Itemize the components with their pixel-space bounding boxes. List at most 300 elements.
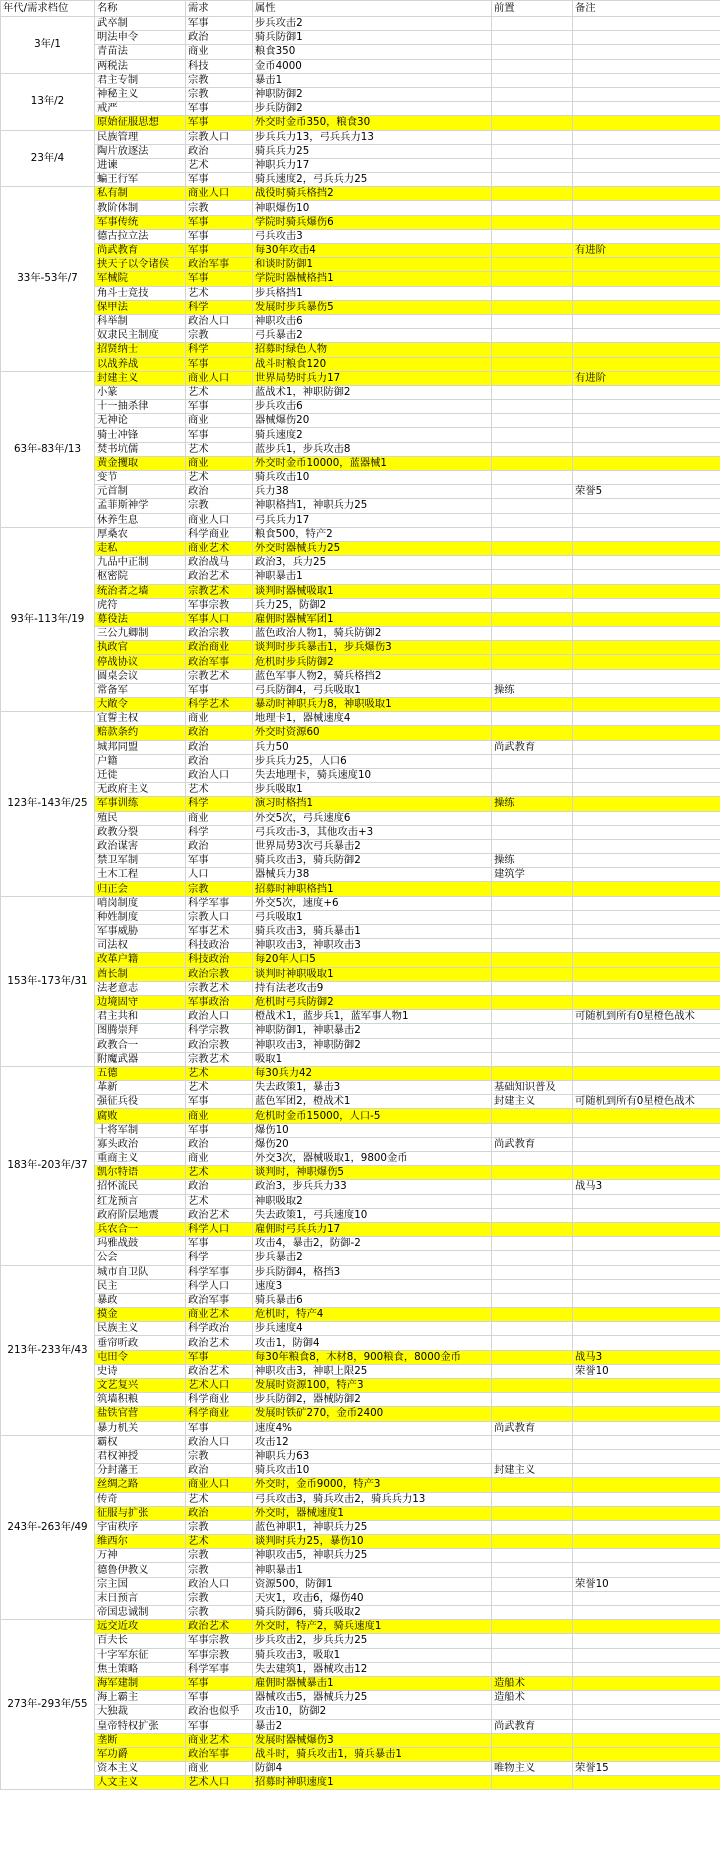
note-cell	[573, 868, 720, 882]
table-row	[1, 300, 720, 314]
requirement-cell: 军事	[186, 1691, 253, 1705]
era-cell: 13年/2	[1, 73, 95, 130]
policy-name-cell: 德古拉立法	[95, 229, 186, 243]
prerequisite-cell	[492, 570, 573, 584]
prerequisite-cell	[492, 272, 573, 286]
policy-name-cell: 君主专制	[95, 73, 186, 87]
policy-name-cell: 虎符	[95, 598, 186, 612]
header-prerequisite: 前置	[492, 1, 573, 17]
requirement-cell: 政治人口	[186, 768, 253, 782]
policy-name-cell: 垄断	[95, 1733, 186, 1747]
requirement-cell: 科学	[186, 1251, 253, 1265]
policy-name-cell: 文艺复兴	[95, 1379, 186, 1393]
note-cell	[573, 1464, 720, 1478]
policy-name-cell: 黄金攫取	[95, 456, 186, 470]
note-cell	[573, 272, 720, 286]
table-row	[1, 144, 720, 158]
table-row	[1, 272, 720, 286]
note-cell: 荣誉10	[573, 1577, 720, 1591]
era-cell: 183年-203年/37	[1, 1066, 95, 1265]
attribute-cell: 神职兵力63	[253, 1449, 492, 1463]
prerequisite-cell	[492, 768, 573, 782]
note-cell	[573, 1606, 720, 1620]
attribute-cell: 政治3，步兵兵力33	[253, 1180, 492, 1194]
table-row	[1, 1166, 720, 1180]
note-cell	[573, 910, 720, 924]
attribute-cell: 暴动时神职兵力8，神职吸取1	[253, 698, 492, 712]
table-row	[1, 187, 720, 201]
note-cell	[573, 839, 720, 853]
attribute-cell: 学院时器械格挡1	[253, 272, 492, 286]
note-cell	[573, 1109, 720, 1123]
prerequisite-cell	[492, 896, 573, 910]
note-cell	[573, 598, 720, 612]
policy-name-cell: 征服与扩张	[95, 1506, 186, 1520]
attribute-cell: 地理卡1，器械速度4	[253, 712, 492, 726]
attribute-cell: 外交时，特产2，骑兵速度1	[253, 1620, 492, 1634]
policy-name-cell: 分封藩王	[95, 1464, 186, 1478]
attribute-cell: 骑兵暴击6	[253, 1293, 492, 1307]
prerequisite-cell	[492, 471, 573, 485]
prerequisite-cell	[492, 1634, 573, 1648]
policy-name-cell: 资本主义	[95, 1762, 186, 1776]
policy-name-cell: 奴隶民主制度	[95, 329, 186, 343]
prerequisite-cell	[492, 1251, 573, 1265]
table-row	[1, 286, 720, 300]
attribute-cell: 谈判时步兵暴击1，步兵爆伤3	[253, 641, 492, 655]
table-row	[1, 740, 720, 754]
era-cell: 3年/1	[1, 17, 95, 74]
requirement-cell: 军事	[186, 244, 253, 258]
requirement-cell: 商业	[186, 811, 253, 825]
policy-name-cell: 迁徙	[95, 768, 186, 782]
note-cell	[573, 1194, 720, 1208]
policy-name-cell: 无神论	[95, 414, 186, 428]
prerequisite-cell	[492, 130, 573, 144]
attribute-cell: 外交5次，速度+6	[253, 896, 492, 910]
policy-name-cell: 三公九卿制	[95, 627, 186, 641]
table-row	[1, 1237, 720, 1251]
prerequisite-cell	[492, 1222, 573, 1236]
note-cell: 荣誉15	[573, 1762, 720, 1776]
prerequisite-cell	[492, 1364, 573, 1378]
policy-name-cell: 末日预言	[95, 1591, 186, 1605]
prerequisite-cell	[492, 1293, 573, 1307]
prerequisite-cell	[492, 910, 573, 924]
requirement-cell: 政治	[186, 740, 253, 754]
requirement-cell: 商业	[186, 1152, 253, 1166]
era-cell: 153年-173年/31	[1, 896, 95, 1066]
requirement-cell: 政治军事	[186, 655, 253, 669]
policy-name-cell: 哨岗制度	[95, 896, 186, 910]
note-cell	[573, 1747, 720, 1761]
attribute-cell: 危机时弓兵防御2	[253, 995, 492, 1009]
note-cell: 可随机到所有0星橙色战术	[573, 1010, 720, 1024]
requirement-cell: 商业	[186, 456, 253, 470]
policy-name-cell: 兵农合一	[95, 1222, 186, 1236]
requirement-cell: 商业人口	[186, 1478, 253, 1492]
table-row	[1, 1563, 720, 1577]
requirement-cell: 宗教	[186, 1563, 253, 1577]
attribute-cell: 雇佣时弓兵兵力17	[253, 1222, 492, 1236]
requirement-cell: 科学艺术	[186, 698, 253, 712]
requirement-cell: 政治	[186, 1180, 253, 1194]
policy-name-cell: 挟天子以令诸侯	[95, 258, 186, 272]
prerequisite-cell	[492, 669, 573, 683]
note-cell	[573, 1549, 720, 1563]
attribute-cell: 资源500，防御1	[253, 1577, 492, 1591]
note-cell	[573, 343, 720, 357]
requirement-cell: 军事	[186, 229, 253, 243]
table-row	[1, 130, 720, 144]
table-row	[1, 925, 720, 939]
table-row	[1, 1648, 720, 1662]
requirement-cell: 艺术	[186, 158, 253, 172]
table-row	[1, 1336, 720, 1350]
note-cell	[573, 953, 720, 967]
requirement-cell: 军事宗教	[186, 1648, 253, 1662]
table-row	[1, 939, 720, 953]
prerequisite-cell	[492, 584, 573, 598]
attribute-cell: 谈判时，神职爆伤5	[253, 1166, 492, 1180]
era-cell: 23年/4	[1, 130, 95, 187]
prerequisite-cell: 尚武教育	[492, 740, 573, 754]
note-cell	[573, 1478, 720, 1492]
attribute-cell: 发展时铁矿270，金币2400	[253, 1407, 492, 1421]
requirement-cell: 军事	[186, 428, 253, 442]
note-cell	[573, 442, 720, 456]
table-row	[1, 541, 720, 555]
prerequisite-cell	[492, 428, 573, 442]
policy-name-cell: 法老意志	[95, 981, 186, 995]
requirement-cell: 科技政治	[186, 953, 253, 967]
requirement-cell: 军事艺术	[186, 925, 253, 939]
attribute-cell: 每30年粮食8，木材8，900粮食，8000金币	[253, 1350, 492, 1364]
prerequisite-cell	[492, 1776, 573, 1790]
prerequisite-cell	[492, 839, 573, 853]
requirement-cell: 军事	[186, 1676, 253, 1690]
requirement-cell: 政治宗教	[186, 967, 253, 981]
note-cell	[573, 1123, 720, 1137]
requirement-cell: 宗教	[186, 1449, 253, 1463]
policy-name-cell: 九品中正制	[95, 556, 186, 570]
note-cell: 战马3	[573, 1350, 720, 1364]
prerequisite-cell	[492, 1066, 573, 1080]
prerequisite-cell	[492, 655, 573, 669]
table-row	[1, 953, 720, 967]
table-row	[1, 1066, 720, 1080]
attribute-cell: 蓝步兵1，步兵攻击8	[253, 442, 492, 456]
requirement-cell: 宗教	[186, 1591, 253, 1605]
policy-name-cell: 皇帝特权扩张	[95, 1719, 186, 1733]
requirement-cell: 商业人口	[186, 371, 253, 385]
note-cell	[573, 1308, 720, 1322]
table-row	[1, 314, 720, 328]
policy-name-cell: 明法申令	[95, 31, 186, 45]
requirement-cell: 宗教	[186, 73, 253, 87]
note-cell	[573, 1322, 720, 1336]
prerequisite-cell	[492, 967, 573, 981]
policy-name-cell: 暴政	[95, 1293, 186, 1307]
policy-name-cell: 腐败	[95, 1109, 186, 1123]
attribute-cell: 蓝色军团2，橙战术1	[253, 1095, 492, 1109]
policy-name-cell: 进谏	[95, 158, 186, 172]
policy-name-cell: 附魔武器	[95, 1052, 186, 1066]
table-row	[1, 1691, 720, 1705]
attribute-cell: 发展时器械爆伤3	[253, 1733, 492, 1747]
prerequisite-cell	[492, 698, 573, 712]
note-cell	[573, 187, 720, 201]
policy-name-cell: 帝国忠诚制	[95, 1606, 186, 1620]
table-body	[1, 17, 720, 1790]
policy-name-cell: 孟菲斯神学	[95, 499, 186, 513]
requirement-cell: 军事	[186, 173, 253, 187]
attribute-cell: 防御4	[253, 1762, 492, 1776]
attribute-cell: 政治3，兵力25	[253, 556, 492, 570]
prerequisite-cell: 基础知识普及	[492, 1081, 573, 1095]
policy-name-cell: 殖民	[95, 811, 186, 825]
requirement-cell: 艺术	[186, 385, 253, 399]
table-row	[1, 995, 720, 1009]
policy-name-cell: 原始征服思想	[95, 116, 186, 130]
prerequisite-cell	[492, 981, 573, 995]
table-row	[1, 1676, 720, 1690]
table-row	[1, 215, 720, 229]
attribute-cell: 失去政策1，弓兵速度10	[253, 1208, 492, 1222]
policy-name-cell: 厚桑农	[95, 527, 186, 541]
note-cell	[573, 1222, 720, 1236]
attribute-cell: 步兵兵力25，人口6	[253, 754, 492, 768]
table-row	[1, 698, 720, 712]
attribute-cell: 战斗时，骑兵攻击1，骑兵暴击1	[253, 1747, 492, 1761]
table-row	[1, 1733, 720, 1747]
policy-name-cell: 城邦同盟	[95, 740, 186, 754]
policy-name-cell: 五德	[95, 1066, 186, 1080]
note-cell	[573, 1691, 720, 1705]
table-row	[1, 854, 720, 868]
policy-name-cell: 民族管理	[95, 130, 186, 144]
policy-name-cell: 宜誓主权	[95, 712, 186, 726]
table-row	[1, 1194, 720, 1208]
policy-name-cell: 德鲁伊教义	[95, 1563, 186, 1577]
prerequisite-cell	[492, 726, 573, 740]
attribute-cell: 神职攻击3，神职攻击3	[253, 939, 492, 953]
prerequisite-cell	[492, 116, 573, 130]
requirement-cell: 商业	[186, 45, 253, 59]
attribute-cell: 攻击1，防御4	[253, 1336, 492, 1350]
requirement-cell: 宗教	[186, 1520, 253, 1534]
requirement-cell: 政治	[186, 31, 253, 45]
attribute-cell: 吸取1	[253, 1052, 492, 1066]
note-cell	[573, 1407, 720, 1421]
prerequisite-cell	[492, 811, 573, 825]
note-cell: 可随机到所有0星橙色战术	[573, 1095, 720, 1109]
header-note: 备注	[573, 1, 720, 17]
policy-name-cell: 君主共和	[95, 1010, 186, 1024]
requirement-cell: 政治	[186, 726, 253, 740]
requirement-cell: 商业	[186, 1762, 253, 1776]
requirement-cell: 宗教艺术	[186, 584, 253, 598]
policy-name-cell: 角斗士竞技	[95, 286, 186, 300]
note-cell: 荣誉10	[573, 1364, 720, 1378]
note-cell	[573, 726, 720, 740]
attribute-cell: 步兵防御4，格挡3	[253, 1265, 492, 1279]
table-row	[1, 1634, 720, 1648]
table-row	[1, 1081, 720, 1095]
attribute-cell: 招募时神职格挡1	[253, 882, 492, 896]
note-cell	[573, 400, 720, 414]
prerequisite-cell	[492, 499, 573, 513]
policy-name-cell: 宗主国	[95, 1577, 186, 1591]
prerequisite-cell	[492, 641, 573, 655]
prerequisite-cell	[492, 1520, 573, 1534]
prerequisite-cell	[492, 1279, 573, 1293]
note-cell	[573, 981, 720, 995]
requirement-cell: 政治人口	[186, 1010, 253, 1024]
table-row	[1, 754, 720, 768]
requirement-cell: 科学商业	[186, 1407, 253, 1421]
attribute-cell: 外交时，金币9000，特产3	[253, 1478, 492, 1492]
attribute-cell: 兵力38	[253, 485, 492, 499]
prerequisite-cell	[492, 925, 573, 939]
note-cell	[573, 683, 720, 697]
requirement-cell: 政治艺术	[186, 1364, 253, 1378]
note-cell	[573, 329, 720, 343]
prerequisite-cell	[492, 598, 573, 612]
policy-name-cell: 盐铁官营	[95, 1407, 186, 1421]
attribute-cell: 神职格挡1，神职兵力25	[253, 499, 492, 513]
table-row	[1, 59, 720, 73]
prerequisite-cell	[492, 527, 573, 541]
requirement-cell: 宗教	[186, 329, 253, 343]
requirement-cell: 政治军事	[186, 1747, 253, 1761]
requirement-cell: 军事	[186, 683, 253, 697]
note-cell	[573, 584, 720, 598]
note-cell	[573, 698, 720, 712]
policy-name-cell: 禁卫军制	[95, 854, 186, 868]
note-cell	[573, 116, 720, 130]
requirement-cell: 政治	[186, 754, 253, 768]
note-cell	[573, 797, 720, 811]
prerequisite-cell: 尚武教育	[492, 1719, 573, 1733]
requirement-cell: 宗教	[186, 1606, 253, 1620]
note-cell	[573, 1066, 720, 1080]
prerequisite-cell	[492, 59, 573, 73]
note-cell	[573, 1563, 720, 1577]
requirement-cell: 宗教	[186, 201, 253, 215]
note-cell	[573, 201, 720, 215]
prerequisite-cell	[492, 456, 573, 470]
note-cell	[573, 173, 720, 187]
attribute-cell: 器械攻击5，器械兵力25	[253, 1691, 492, 1705]
table-row	[1, 1095, 720, 1109]
policy-name-cell: 霸权	[95, 1435, 186, 1449]
policy-name-cell: 屯田令	[95, 1350, 186, 1364]
requirement-cell: 政治	[186, 144, 253, 158]
note-cell	[573, 428, 720, 442]
table-row	[1, 371, 720, 385]
requirement-cell: 政治人口	[186, 314, 253, 328]
note-cell	[573, 1237, 720, 1251]
attribute-cell: 弓兵暴击2	[253, 329, 492, 343]
prerequisite-cell	[492, 1024, 573, 1038]
policy-name-cell: 军事训练	[95, 797, 186, 811]
era-cell: 93年-113年/19	[1, 527, 95, 711]
prerequisite-cell	[492, 1052, 573, 1066]
prerequisite-cell	[492, 995, 573, 1009]
attribute-cell: 速度3	[253, 1279, 492, 1293]
note-cell	[573, 73, 720, 87]
note-cell	[573, 1776, 720, 1790]
policy-name-cell: 民族主义	[95, 1322, 186, 1336]
prerequisite-cell: 操练	[492, 854, 573, 868]
requirement-cell: 宗教艺术	[186, 1052, 253, 1066]
policy-name-cell: 司法权	[95, 939, 186, 953]
prerequisite-cell	[492, 314, 573, 328]
table-row	[1, 343, 720, 357]
prerequisite-cell	[492, 882, 573, 896]
attribute-cell: 招募时绿色人物	[253, 343, 492, 357]
attribute-cell: 战役时骑兵格挡2	[253, 187, 492, 201]
note-cell	[573, 45, 720, 59]
table-row	[1, 1152, 720, 1166]
note-cell	[573, 1038, 720, 1052]
requirement-cell: 科学人口	[186, 1279, 253, 1293]
policy-name-cell: 维西尔	[95, 1535, 186, 1549]
table-row	[1, 400, 720, 414]
prerequisite-cell: 操练	[492, 797, 573, 811]
table-row	[1, 1308, 720, 1322]
prerequisite-cell	[492, 1648, 573, 1662]
table-row	[1, 811, 720, 825]
prerequisite-cell	[492, 45, 573, 59]
era-cell: 213年-233年/43	[1, 1265, 95, 1435]
requirement-cell: 军事政治	[186, 995, 253, 1009]
prerequisite-cell	[492, 201, 573, 215]
note-cell	[573, 541, 720, 555]
prerequisite-cell	[492, 229, 573, 243]
attribute-cell: 步兵攻击2	[253, 17, 492, 31]
note-cell	[573, 825, 720, 839]
policy-name-cell: 传奇	[95, 1492, 186, 1506]
policy-name-cell: 保甲法	[95, 300, 186, 314]
note-cell	[573, 768, 720, 782]
note-cell	[573, 1435, 720, 1449]
note-cell	[573, 1081, 720, 1095]
policy-name-cell: 十将军制	[95, 1123, 186, 1137]
note-cell	[573, 1520, 720, 1534]
prerequisite-cell	[492, 1180, 573, 1194]
note-cell	[573, 1492, 720, 1506]
requirement-cell: 军事宗教	[186, 1634, 253, 1648]
prerequisite-cell	[492, 1152, 573, 1166]
note-cell	[573, 570, 720, 584]
note-cell	[573, 1336, 720, 1350]
attribute-cell: 外交时资源60	[253, 726, 492, 740]
prerequisite-cell	[492, 1733, 573, 1747]
attribute-cell: 世界局势3次弓兵暴击2	[253, 839, 492, 853]
requirement-cell: 艺术人口	[186, 1379, 253, 1393]
attribute-cell: 橙战术1，蓝步兵1，蓝军事人物1	[253, 1010, 492, 1024]
requirement-cell: 科学政治	[186, 1322, 253, 1336]
requirement-cell: 军事	[186, 102, 253, 116]
table-row	[1, 201, 720, 215]
attribute-cell: 失去建筑1，器械攻击12	[253, 1662, 492, 1676]
policy-name-cell: 暴力机关	[95, 1421, 186, 1435]
attribute-cell: 暴击2	[253, 1719, 492, 1733]
requirement-cell: 科学军事	[186, 1662, 253, 1676]
note-cell	[573, 158, 720, 172]
